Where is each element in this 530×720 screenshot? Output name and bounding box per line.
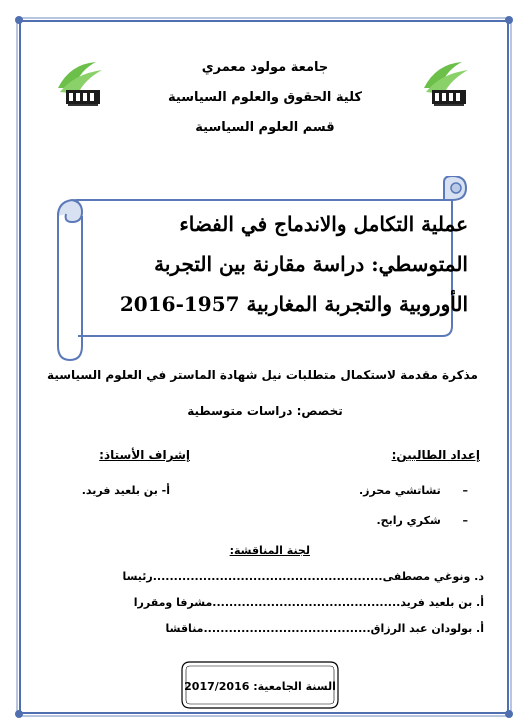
supervisor-heading: إشراف الأستاذ: (99, 448, 190, 462)
student-name-2: – شكري رابح. (376, 514, 468, 527)
faculty-name: كلية الحقوق والعلوم السياسية (168, 90, 362, 105)
student-name-1: – تشاتشي محرز. (358, 484, 468, 497)
list-bullet: – (462, 484, 468, 497)
university-logo-left (52, 58, 112, 110)
thesis-title-line-2: المتوسطي: دراسة مقارنة بين التجربة (154, 252, 468, 276)
university-name: جامعة مولود معمري (201, 60, 329, 75)
department-name: قسم العلوم السياسية (195, 120, 335, 135)
memo-description: مذكرة مقدمة لاستكمال متطلبات نيل شهادة الماستر في العلوم السياسية (47, 368, 478, 382)
committee-member-3: أ. بولودان عبد الرزاق........................................مناقشا (165, 622, 484, 635)
academic-year: السنة الجامعية: 2017/2016 (184, 680, 336, 693)
specialty: تخصص: دراسات متوسطية (187, 404, 343, 418)
committee-member-1: د. ونوغي مصطفى.......................................................رئيسا (122, 570, 484, 583)
committee-heading: لجنة المناقشة: (229, 544, 310, 557)
thesis-title-line-3: الأوروبية والتجربة المغاربية 1957-2016 (119, 292, 468, 316)
thesis-title-line-1: عملية التكامل والاندماج في الفضاء (179, 212, 468, 236)
list-bullet: – (462, 514, 468, 527)
committee-member-2: أ. بن بلعيد فريد.............................................مشرفا ومقررا (133, 596, 484, 609)
supervisor-name: أ- بن بلعيد فريد. (81, 484, 170, 497)
university-logo-right (418, 58, 478, 110)
students-heading: إعداد الطالبين: (391, 448, 480, 462)
